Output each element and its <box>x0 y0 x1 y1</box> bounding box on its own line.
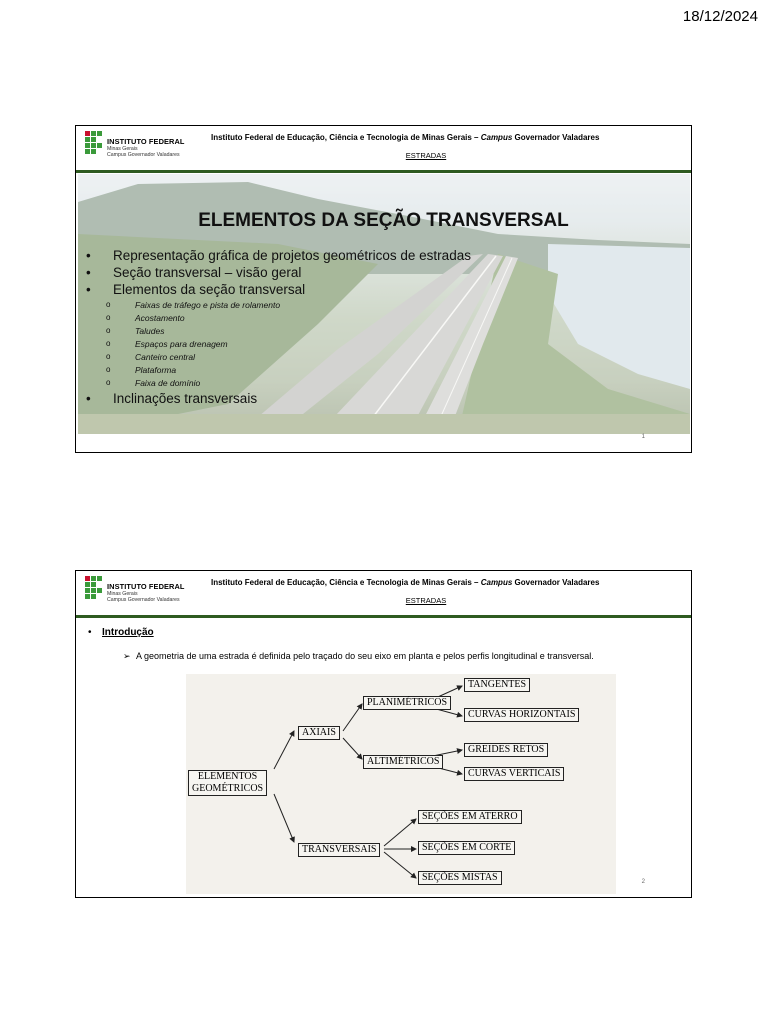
arrow-bullet-icon: ➢ <box>123 651 131 661</box>
logo-subtitle-campus: Campus Governador Valadares <box>107 152 180 158</box>
slide-1: INSTITUTO FEDERAL Minas Gerais Campus Governador Valadares Instituto Federal de Educação, Ciência e Tecnologia de Minas Gerais – Campus Governador Valadares ESTRADAS ELEMENTOS DA SEÇÃO TRANSVERSAL • Representação gráfica de projetos geométricos de estradas • Seção transversal – visão geral • Elementos da seção transversal o Faixas de tráfego e pista de rolamento o Acostamento o Taludes o Espaços para drenagem o Canteiro central o Plataforma o Faixa de domínio • Inclinações transversais 1 <box>75 125 692 453</box>
slide-header <box>76 571 691 618</box>
slide-2: INSTITUTO FEDERAL Minas Gerais Campus Governador Valadares Instituto Federal de Educação, Ciência e Tecnologia de Minas Gerais – Campus Governador Valadares ESTRADAS • Introdução ➢ A geometria de uma estrada é definida pelo traçado do seu eixo em planta e pelos perfis longitudinal e transversal. ELEMENTOS GEOMÉTRICOS AXIAIS TRANSVERSAIS PLANIMÉTRICOS ALTIMÉTRICOS TANGENTES CURVAS HORIZONTAIS GREIDES RETOS CURVAS VERTICAIS SEÇÕES EM ATERRO SEÇÕES EM CORTE SEÇÕES MISTAS 2 <box>75 570 692 898</box>
page-date: 18/12/2024 <box>682 8 758 25</box>
logo-name: INSTITUTO FEDERAL <box>107 137 185 146</box>
intro-paragraph: ➢ A geometria de uma estrada é definida pelo traçado do seu eixo em planta e pelos perfis longitudinal e transversal. <box>123 651 594 661</box>
diagram-node-planimetricos: PLANIMÉTRICOS <box>363 696 451 710</box>
diagram-node-altimetricos: ALTIMÉTRICOS <box>363 755 443 769</box>
diagram-node-axiais: AXIAIS <box>298 726 340 740</box>
slide-number: 1 <box>641 434 645 440</box>
geometric-elements-diagram <box>186 674 616 894</box>
slide-header <box>76 126 691 173</box>
diagram-node-tangentes: TANGENTES <box>464 678 530 692</box>
diagram-node-root: ELEMENTOS GEOMÉTRICOS <box>188 770 267 796</box>
diagram-node-secoes-aterro: SEÇÕES EM ATERRO <box>418 810 522 824</box>
slide-title: ELEMENTOS DA SEÇÃO TRANSVERSAL <box>198 210 569 231</box>
diagram-node-curvas-horizontais: CURVAS HORIZONTAIS <box>464 708 579 722</box>
diagram-node-transversais: TRANSVERSAIS <box>298 843 380 857</box>
logo-subtitle-state: Minas Gerais <box>107 591 138 597</box>
logo-name: INSTITUTO FEDERAL <box>107 582 185 591</box>
logo-subtitle-campus: Campus Governador Valadares <box>107 597 180 603</box>
diagram-node-secoes-corte: SEÇÕES EM CORTE <box>418 841 515 855</box>
diagram-node-secoes-mistas: SEÇÕES MISTAS <box>418 871 502 885</box>
diagram-node-curvas-verticais: CURVAS VERTICAIS <box>464 767 564 781</box>
header-subject: ESTRADAS <box>405 151 447 160</box>
logo-subtitle-state: Minas Gerais <box>107 146 138 152</box>
slide-number: 2 <box>641 879 645 885</box>
header-title: Instituto Federal de Educação, Ciência e Tecnologia de Minas Gerais – Campus Governador Valadares <box>211 578 600 587</box>
header-title: Instituto Federal de Educação, Ciência e Tecnologia de Minas Gerais – Campus Governador Valadares <box>211 133 600 142</box>
diagram-node-greides-retos: GREIDES RETOS <box>464 743 548 757</box>
header-subject: ESTRADAS <box>405 596 447 605</box>
